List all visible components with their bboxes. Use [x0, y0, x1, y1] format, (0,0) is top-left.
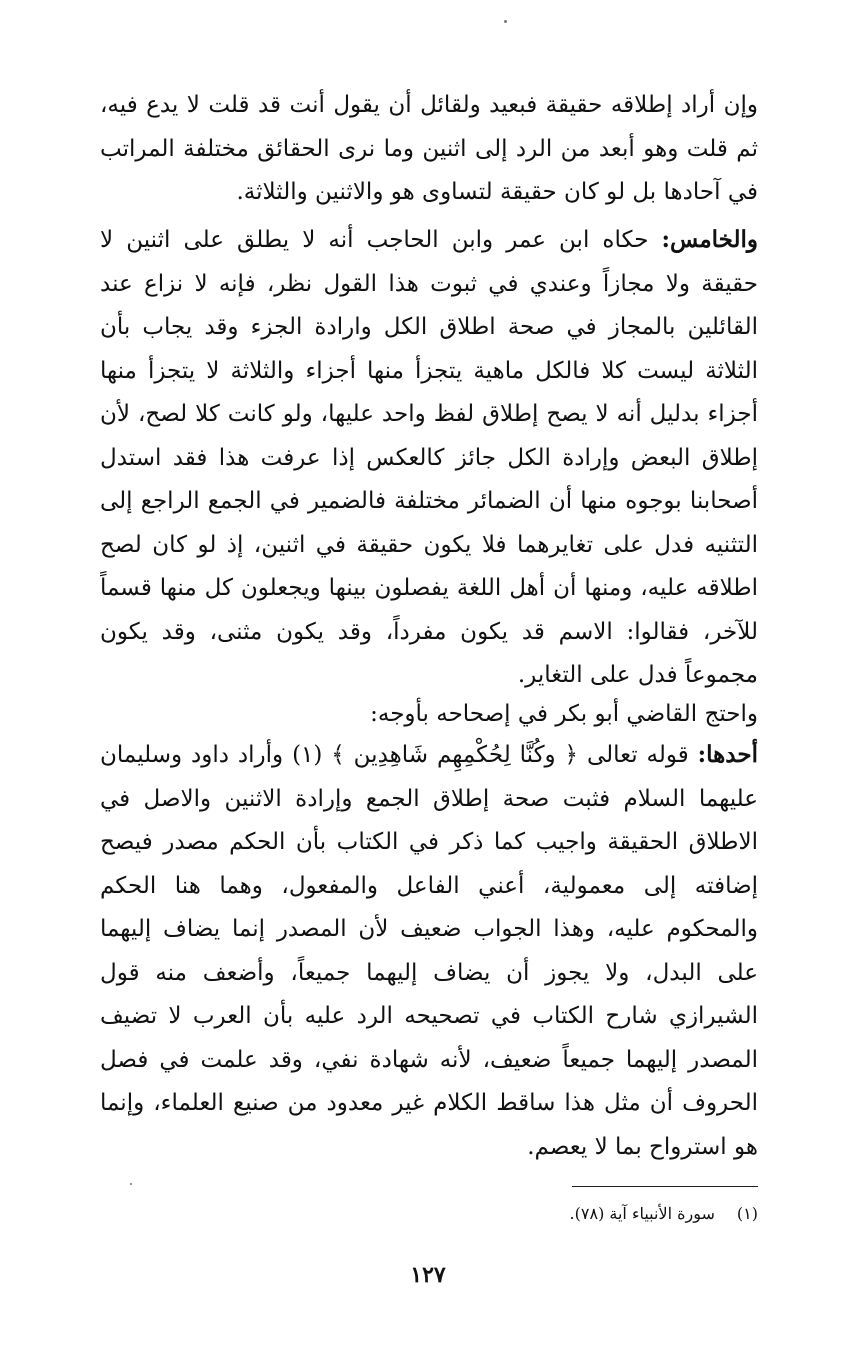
paragraph-fifth-text: حكاه ابن عمر وابن الحاجب أنه لا يطلق على اثنين لا حقيقة ولا مجازاً وعندي في ثبوت هذا القول نظر، فإنه لا نزاع عند القائلين بالمجاز في صحة اطلاق الكل وارادة الجزء وقد يجاب بأن الثلاثة ليست كلا فالكل ماهية يتجزأ منها أجزاء والثلاثة لا يتجزأ منها أجزاء بدليل أنه لا يصح إطلاق لفظ واحد عليها، ولو كانت كلا لصح، لأن إطلاق البعض وإرادة الكل جائز كالعكس إذا عرفت هذا فقد استدل أصحابنا بوجوه منها أن الضمائر مختلفة فالضمير في الجمع الراجع إلى التثنيه فدل على تغايرهما فلا يكون حقيقة في اثنين، إذ لو كان لصح اطلاقه عليه، ومنها أن أهل اللغة يفصلون بينها ويجعلون كل منها قسماً للآخر، فقالوا: الاسم قد يكون مفرداً، وقد يكون مثنى، وقد يكون مجموعاً فدل على التغاير. — [100, 227, 758, 688]
footnote — [358, 1202, 758, 1226]
print-speck — [504, 20, 507, 23]
paragraph-1-text: وإن أراد إطلاقه حقيقة فبعيد ولقائل أن يقول أنت قد قلت لا يدع فيه، ثم قلت وهو أبعد من الرد إلى اثنين وما نرى الحقائق مختلفة المراتب في آحادها بل لو كان حقيقة لتساوى هو والاثنين والثلاثة. — [100, 92, 758, 205]
paragraph-first-argument-text: قوله تعالى ﴿ وكُنَّا لِحُكْمِهِم شَاهِدِين ﴾ (١) وأراد داود وسليمان عليهما السلام فثبت صحة إطلاق الجمع وإرادة الاثنين والاصل في الاطلاق الحقيقة واجيب كما ذكر في الكتاب بأن الحكم مصدر فيصح إضافته إلى معمولية، أعني الفاعل والمفعول، وهما هنا الحكم والمحكوم عليه، وهذا الجواب ضعيف لأن المصدر إنما يضاف إليهما على البدل، ولا يجوز أن يضاف إليهما جميعاً، وأضعف منه قول الشيرازي شارح الكتاب في تصحيحه الرد عليه بأن العرب لا تضيف المصدر إليهما جميعاً ضعيف، لأنه شهادة نفي، وقد علمت في فصل الحروف أن مثل هذا ساقط الكلام غير معدود من صنيع العلماء، وإنما هو استرواح بما لا يعصم. — [100, 742, 758, 1160]
paragraph-first-argument — [100, 733, 758, 1169]
footnote-number: (١) — [736, 1204, 758, 1223]
footnote-text: سورة الأنبياء آية (٧٨). — [569, 1204, 715, 1223]
paragraph-qadi-intro — [100, 693, 758, 737]
print-speck — [130, 1183, 132, 1185]
page-number: ١٢٧ — [410, 1262, 446, 1288]
paragraph-first-argument-heading: أحدها: — [697, 741, 758, 768]
paragraph-qadi-intro-text: واحتج القاضي أبو بكر في إصحاحه بأوجه: — [370, 701, 758, 727]
footnote-divider — [572, 1186, 758, 1187]
paragraph-1 — [100, 84, 758, 215]
paragraph-fifth-heading: والخامس: — [661, 226, 758, 253]
paragraph-fifth — [100, 218, 758, 698]
